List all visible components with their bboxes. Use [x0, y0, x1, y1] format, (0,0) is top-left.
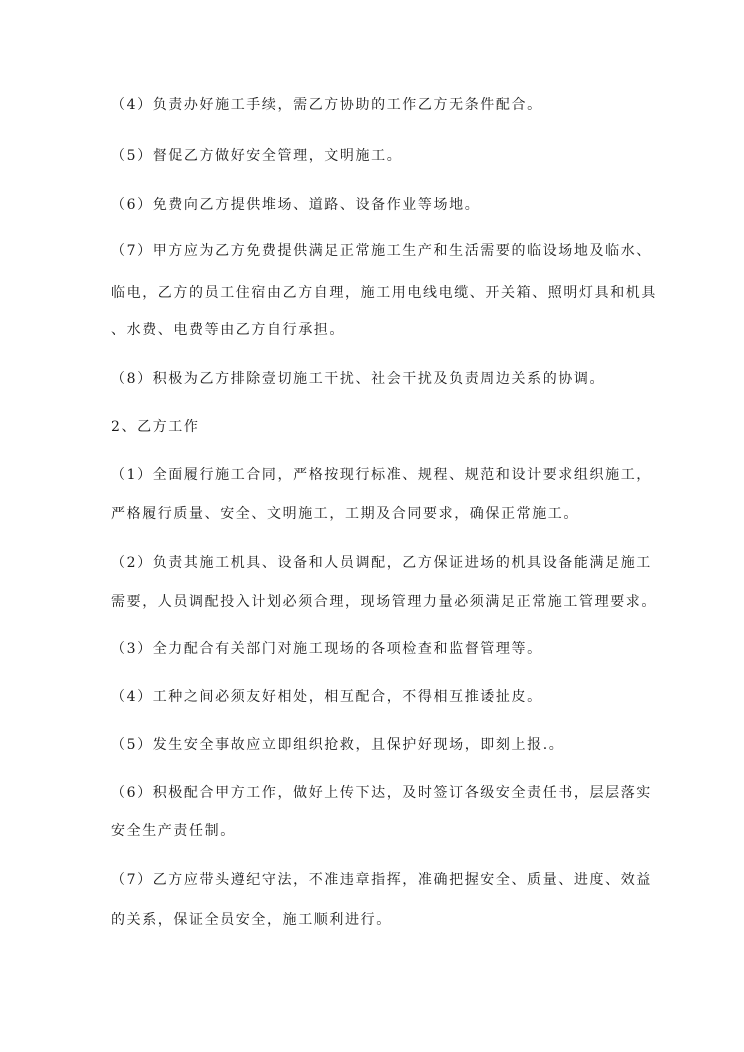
- text-line: （5）督促乙方做好安全管理，文明施工。: [111, 148, 403, 164]
- text-line: 安全生产责任制。: [111, 823, 236, 839]
- section-heading: 2、乙方工作: [111, 419, 200, 435]
- text-line: 、水费、电费等由乙方自行承担。: [111, 322, 345, 338]
- text-line: （8）积极为乙方排除壹切施工干扰、社会干扰及负责周边关系的协调。: [111, 371, 606, 387]
- text-line: 严格履行质量、安全、文明施工，工期及合同要求，确保正常施工。: [111, 506, 579, 522]
- text-line: 需要，人员调配投入计划必须合理，现场管理力量必须满足正常施工管理要求。: [111, 594, 657, 610]
- text-line: （3）全力配合有关部门对施工现场的各项检查和监督管理等。: [111, 641, 543, 657]
- text-line: （6）积极配合甲方工作，做好上传下达，及时签订各级安全责任书，层层落实: [111, 785, 652, 801]
- text-line: （7）乙方应带头遵纪守法，不准违章指挥，准确把握安全、质量、进度、效益: [111, 872, 652, 888]
- text-line: （4）工种之间必须友好相处，相互配合，不得相互推诿扯皮。: [111, 689, 543, 705]
- text-line: （7）甲方应为乙方免费提供满足正常施工生产和生活需要的临设场地及临水、: [111, 243, 652, 259]
- text-line: （2）负责其施工机具、设备和人员调配，乙方保证进场的机具设备能满足施工: [111, 555, 652, 571]
- text-line: （4）负责办好施工手续，需乙方协助的工作乙方无条件配合。: [111, 97, 543, 113]
- text-line: （1）全面履行施工合同，严格按现行标准、规程、规范和设计要求组织施工，: [111, 467, 652, 483]
- text-line: 的关系，保证全员安全，施工顺利进行。: [111, 912, 392, 928]
- text-line: （6）免费向乙方提供堆场、道路、设备作业等场地。: [111, 197, 481, 213]
- text-line: （5）发生安全事故应立即组织抢救，且保护好现场，即刻上报.。: [111, 737, 565, 753]
- text-line: 临电，乙方的员工住宿由乙方自理，施工用电线电缆、开关箱、照明灯具和机具: [111, 285, 657, 301]
